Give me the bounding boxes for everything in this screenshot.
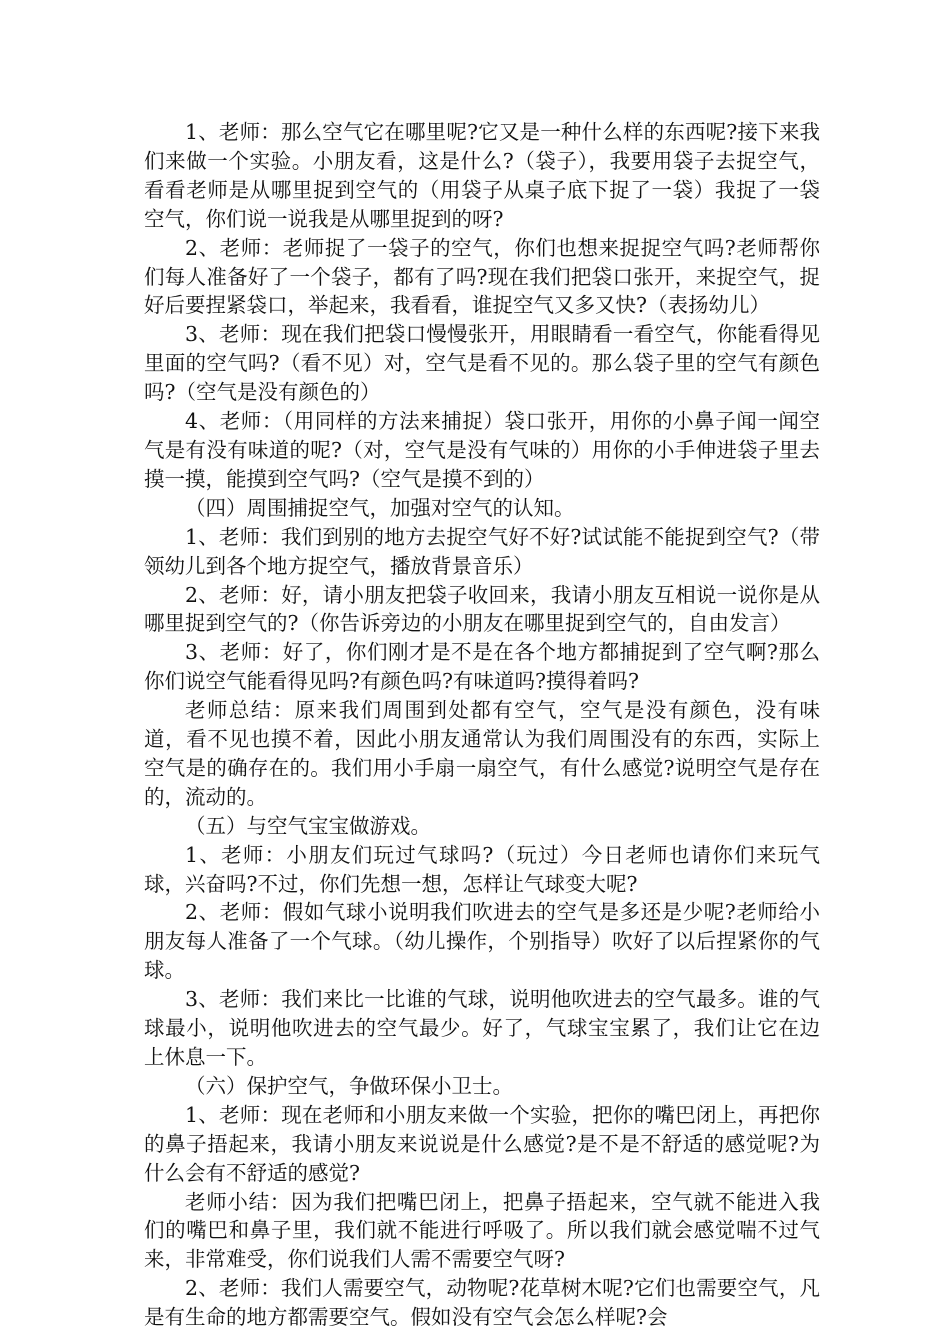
paragraph: 1、老师：小朋友们玩过气球吗?（玩过）今日老师也请你们来玩气球，兴奋吗?不过，你们先想一想，怎样让气球变大呢? (144, 842, 820, 896)
paragraph: 3、老师：现在我们把袋口慢慢张开，用眼睛看一看空气，你能看得见里面的空气吗?（看不见）对，空气是看不见的。那么袋子里的空气有颜色吗?（空气是没有颜色的） (144, 322, 820, 405)
document-page (144, 118, 820, 1332)
paragraph: 4、老师：（用同样的方法来捕捉）袋口张开，用你的小鼻子闻一闻空气是有没有味道的呢?（对，空气是没有气味的）用你的小手伸进袋子里去摸一摸，能摸到空气吗?（空气是摸不到的） (144, 409, 820, 491)
paragraph: 3、老师：好了，你们刚才是不是在各个地方都捕捉到了空气啊?那么你们说空气能看得见吗?有颜色吗?有味道吗?摸得着吗? (144, 640, 820, 694)
summary-paragraph: 老师小结：因为我们把嘴巴闭上，把鼻子捂起来，空气就不能进入我们的嘴巴和鼻子里，我们就不能进行呼吸了。所以我们就会感觉喘不过气来，非常难受，你们说我们人需不需要空气呀? (144, 1189, 820, 1272)
summary-paragraph: 老师总结：原来我们周围到处都有空气，空气是没有颜色，没有味道，看不见也摸不着，因此小朋友通常认为我们周围没有的东西，实际上空气是的确存在的。我们用小手扇一扇空气，有什么感觉?说明空气是存在的，流动的。 (144, 698, 820, 809)
paragraph: 2、老师：假如气球小说明我们吹进去的空气是多还是少呢?老师给小朋友每人准备了一个气球。（幼儿操作，个别指导）吹好了以后捏紧你的气球。 (144, 900, 820, 983)
paragraph: 1、老师：我们到别的地方去捉空气好不好?试试能不能捉到空气?（带领幼儿到各个地方捉空气，播放背景音乐） (144, 524, 820, 578)
paragraph: 1、老师：那么空气它在哪里呢?它又是一种什么样的东西呢?接下来我们来做一个实验。小朋友看，这是什么?（袋子），我要用袋子去捉空气，看看老师是从哪里捉到空气的（用袋子从桌子底下捉了一袋）我捉了一袋空气，你们说一说我是从哪里捉到的呀? (144, 120, 820, 231)
paragraph: 2、老师：我们人需要空气，动物呢?花草树木呢?它们也需要空气，凡是有生命的地方都需要空气。假如没有空气会怎么样呢?会 (144, 1276, 820, 1330)
section-heading: （六）保护空气，争做环保小卫士。 (185, 1073, 513, 1098)
paragraph: 2、老师：好，请小朋友把袋子收回来，我请小朋友互相说一说你是从哪里捉到空气的?（你告诉旁边的小朋友在哪里捉到空气的，自由发言） (144, 582, 820, 636)
section-heading: （五）与空气宝宝做游戏。 (185, 813, 431, 838)
paragraph: 2、老师：老师捉了一袋子的空气，你们也想来捉捉空气吗?老师帮你们每人准备好了一个袋子，都有了吗?现在我们把袋口张开，来捉空气，捉好后要捏紧袋口，举起来，我看看，谁捉空气又多又快?（表扬幼儿） (144, 235, 820, 318)
section-heading: （四）周围捕捉空气，加强对空气的认知。 (185, 495, 575, 520)
paragraph: 3、老师：我们来比一比谁的气球，说明他吹进去的空气最多。谁的气球最小，说明他吹进去的空气最少。好了，气球宝宝累了，我们让它在边上休息一下。 (144, 987, 820, 1069)
paragraph: 1、老师：现在老师和小朋友来做一个实验，把你的嘴巴闭上，再把你的鼻子捂起来，我请小朋友来说说是什么感觉?是不是不舒适的感觉呢?为什么会有不舒适的感觉? (144, 1102, 820, 1185)
